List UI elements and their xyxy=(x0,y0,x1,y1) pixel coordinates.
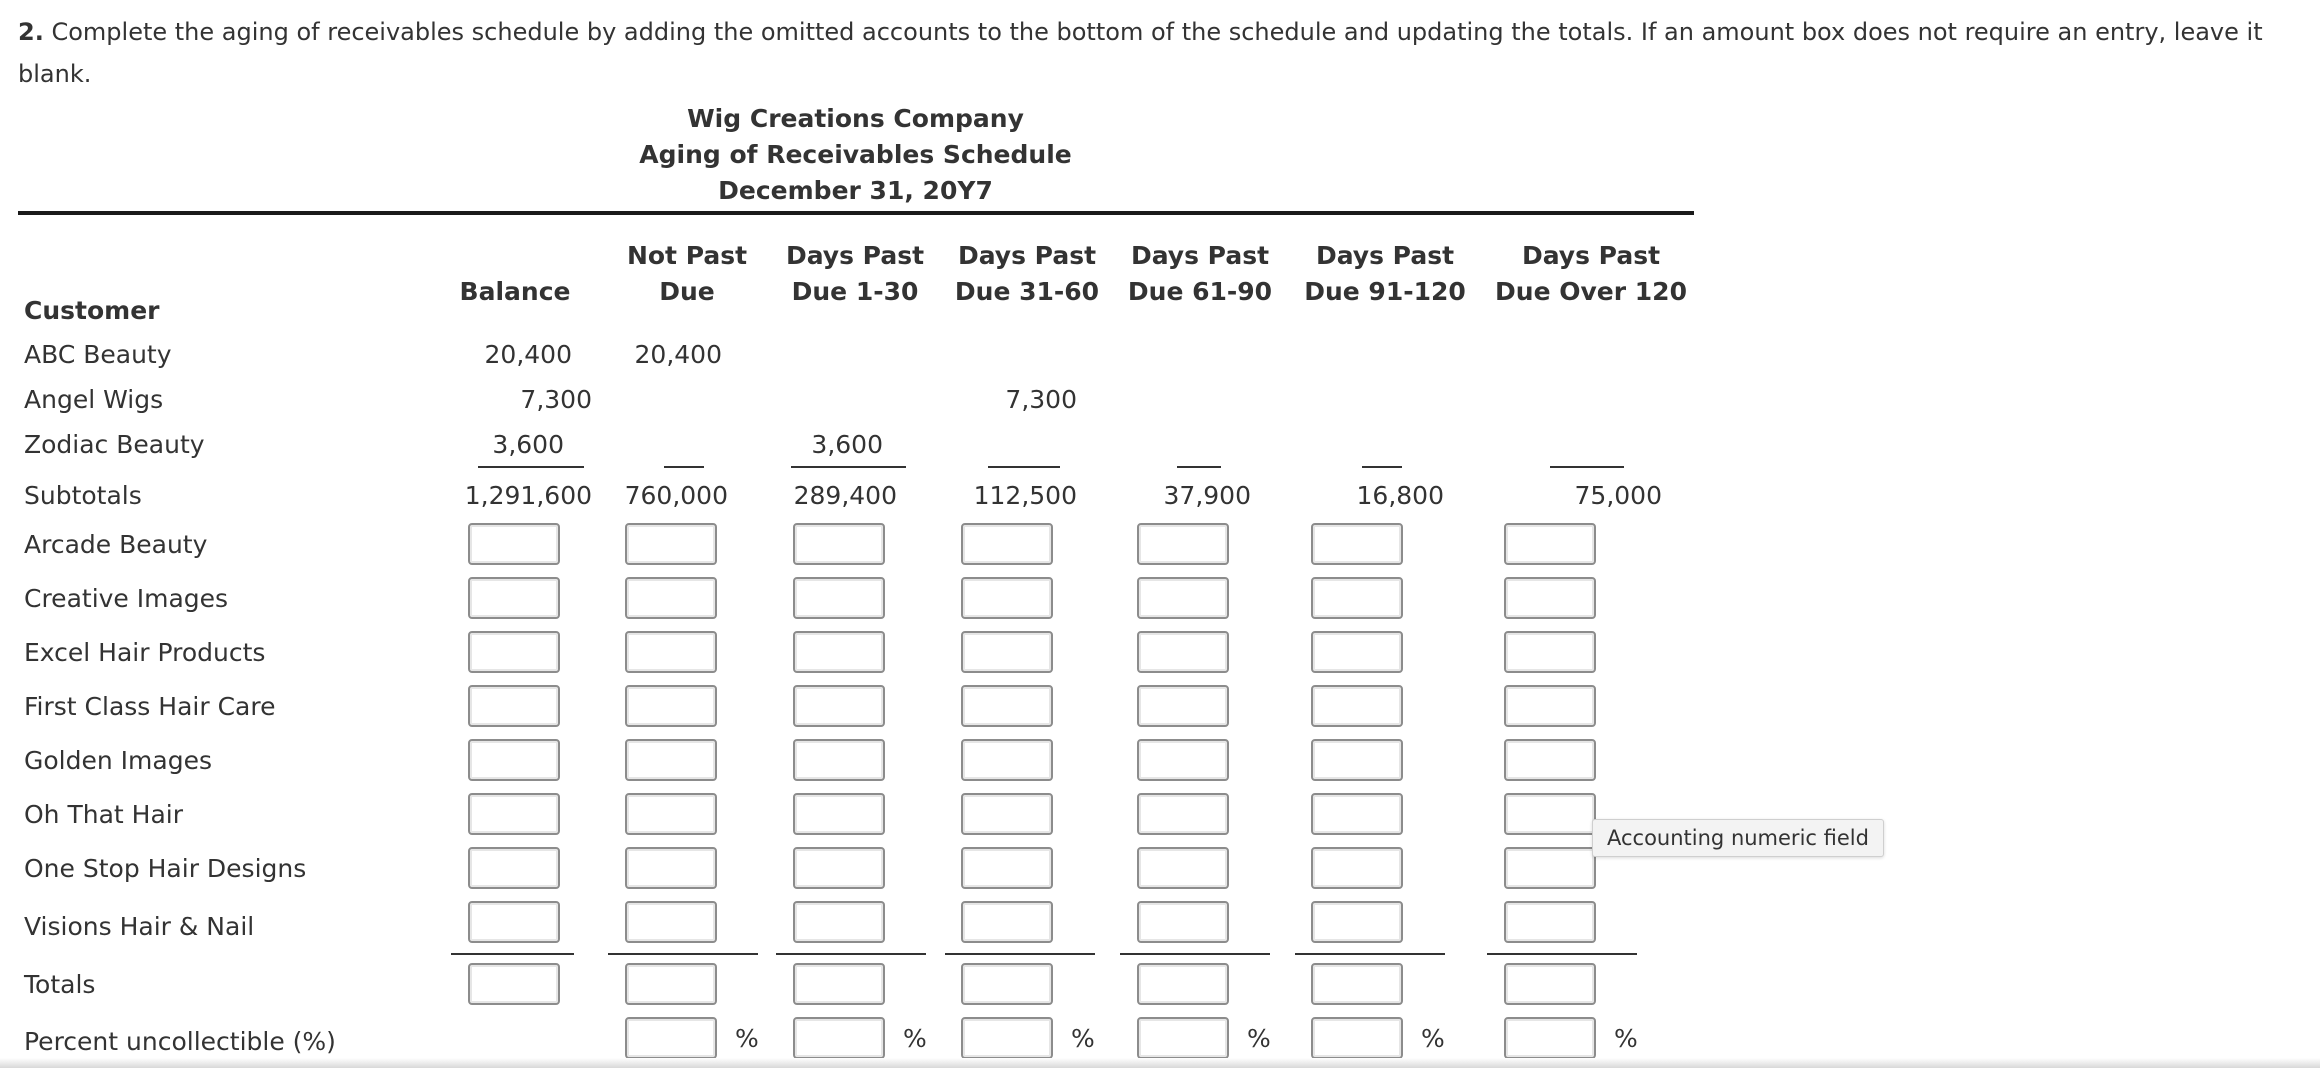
subtotals-label: Subtotals xyxy=(24,481,142,510)
subtotal-days-1-30: 289,400 xyxy=(793,481,897,510)
total-days-over-120-input[interactable] xyxy=(1504,963,1596,1005)
days-31-60-value: 7,300 xyxy=(1005,385,1077,414)
totals-rule xyxy=(608,953,758,955)
balance-input[interactable] xyxy=(468,685,560,727)
question-number: 2. xyxy=(18,18,44,46)
balance-input[interactable] xyxy=(468,739,560,781)
col-header-days-over-120: Days Past Due Over 120 xyxy=(1495,241,1687,306)
page-bottom-edge xyxy=(0,1058,2320,1068)
days-1-30-value: 3,600 xyxy=(811,430,883,459)
percent-symbol: % xyxy=(735,1024,759,1053)
customer-name: First Class Hair Care xyxy=(24,692,276,721)
subtotal-not-past-due: 760,000 xyxy=(624,481,728,510)
days-1-30-input[interactable] xyxy=(793,847,885,889)
subtotal-underline xyxy=(1362,466,1402,468)
totals-rule xyxy=(776,953,926,955)
days-61-90-input[interactable] xyxy=(1137,577,1229,619)
totals-rule xyxy=(1295,953,1445,955)
days-91-120-input[interactable] xyxy=(1311,847,1403,889)
days-over-120-input[interactable] xyxy=(1504,793,1596,835)
days-1-30-input[interactable] xyxy=(793,793,885,835)
percent-symbol: % xyxy=(1247,1024,1271,1053)
days-31-60-input[interactable] xyxy=(961,523,1053,565)
col-header-days-1-30: Days Past Due 1-30 xyxy=(785,241,925,306)
percent-days-61-90-input[interactable] xyxy=(1137,1017,1229,1059)
balance-input[interactable] xyxy=(468,793,560,835)
balance-input[interactable] xyxy=(468,631,560,673)
totals-rule xyxy=(945,953,1095,955)
days-31-60-input[interactable] xyxy=(961,685,1053,727)
days-31-60-input[interactable] xyxy=(961,793,1053,835)
total-days-31-60-input[interactable] xyxy=(961,963,1053,1005)
days-91-120-input[interactable] xyxy=(1311,631,1403,673)
subtotal-balance: 1,291,600 xyxy=(464,481,592,510)
balance-input[interactable] xyxy=(468,577,560,619)
percent-symbol: % xyxy=(1071,1024,1095,1053)
days-61-90-input[interactable] xyxy=(1137,847,1229,889)
customer-name: Visions Hair & Nail xyxy=(24,912,255,941)
days-over-120-input[interactable] xyxy=(1504,685,1596,727)
totals-label: Totals xyxy=(24,970,96,999)
days-91-120-input[interactable] xyxy=(1311,901,1403,943)
days-1-30-input[interactable] xyxy=(793,685,885,727)
customer-name: Golden Images xyxy=(24,746,212,775)
subtotal-underline xyxy=(478,466,584,468)
col-header-days-31-60: Days Past Due 31-60 xyxy=(954,241,1100,306)
days-61-90-input[interactable] xyxy=(1137,739,1229,781)
customer-name: Zodiac Beauty xyxy=(24,430,205,459)
question-text: Complete the aging of receivables schedule by adding the omitted accounts to the bottom of the schedule and updating the totals. If an amount box does not require an entry, leave it blank. xyxy=(18,18,2263,88)
customer-name: Creative Images xyxy=(24,584,229,613)
percent-symbol: % xyxy=(1421,1024,1445,1053)
percent-days-1-30-input[interactable] xyxy=(793,1017,885,1059)
subtotal-underline xyxy=(1550,466,1624,468)
days-1-30-input[interactable] xyxy=(793,523,885,565)
percent-symbol: % xyxy=(1614,1024,1638,1053)
days-over-120-input[interactable] xyxy=(1504,739,1596,781)
days-over-120-input[interactable] xyxy=(1504,577,1596,619)
days-91-120-input[interactable] xyxy=(1311,739,1403,781)
days-over-120-input[interactable] xyxy=(1504,631,1596,673)
balance-value: 20,400 xyxy=(484,340,572,369)
customer-name: Arcade Beauty xyxy=(24,530,208,559)
days-61-90-input[interactable] xyxy=(1137,901,1229,943)
not-past-due-input[interactable] xyxy=(625,577,717,619)
days-91-120-input[interactable] xyxy=(1311,793,1403,835)
days-61-90-input[interactable] xyxy=(1137,523,1229,565)
percent-symbol: % xyxy=(903,1024,927,1053)
days-61-90-input[interactable] xyxy=(1137,631,1229,673)
subtotal-days-91-120: 16,800 xyxy=(1356,481,1444,510)
days-31-60-input[interactable] xyxy=(961,739,1053,781)
schedule-title: Aging of Receivables Schedule xyxy=(639,140,1072,169)
percent-uncollectible-label: Percent uncollectible (%) xyxy=(24,1027,336,1056)
total-balance-input[interactable] xyxy=(468,963,560,1005)
col-header-days-91-120: Days Past Due 91-120 xyxy=(1304,241,1466,306)
days-91-120-input[interactable] xyxy=(1311,577,1403,619)
not-past-due-input[interactable] xyxy=(625,523,717,565)
percent-not-past-due-input[interactable] xyxy=(625,1017,717,1059)
company-name: Wig Creations Company xyxy=(687,104,1024,133)
days-over-120-input[interactable] xyxy=(1504,847,1596,889)
col-header-customer: Customer xyxy=(24,296,160,325)
days-1-30-input[interactable] xyxy=(793,739,885,781)
days-31-60-input[interactable] xyxy=(961,631,1053,673)
subtotal-days-31-60: 112,500 xyxy=(973,481,1077,510)
customer-name: Angel Wigs xyxy=(24,385,164,414)
customer-name: Excel Hair Products xyxy=(24,638,266,667)
total-not-past-due-input[interactable] xyxy=(625,963,717,1005)
balance-value: 7,300 xyxy=(520,385,592,414)
totals-rule xyxy=(1487,953,1637,955)
percent-days-31-60-input[interactable] xyxy=(961,1017,1053,1059)
balance-input[interactable] xyxy=(468,847,560,889)
subtotal-days-61-90: 37,900 xyxy=(1163,481,1251,510)
days-over-120-input[interactable] xyxy=(1504,523,1596,565)
days-31-60-input[interactable] xyxy=(961,847,1053,889)
header-rule xyxy=(18,211,1694,215)
percent-days-over-120-input[interactable] xyxy=(1504,1017,1596,1059)
days-1-30-input[interactable] xyxy=(793,901,885,943)
total-days-61-90-input[interactable] xyxy=(1137,963,1229,1005)
col-header-days-61-90: Days Past Due 61-90 xyxy=(1127,241,1273,306)
days-91-120-input[interactable] xyxy=(1311,523,1403,565)
not-past-due-input[interactable] xyxy=(625,685,717,727)
subtotal-underline xyxy=(988,466,1060,468)
col-header-balance: Balance xyxy=(459,277,571,306)
field-tooltip: Accounting numeric field xyxy=(1592,819,1884,857)
not-past-due-input[interactable] xyxy=(625,901,717,943)
percent-days-91-120-input[interactable] xyxy=(1311,1017,1403,1059)
instruction-text xyxy=(18,11,2308,95)
not-past-due-input[interactable] xyxy=(625,739,717,781)
days-61-90-input[interactable] xyxy=(1137,793,1229,835)
not-past-due-input[interactable] xyxy=(625,631,717,673)
total-days-91-120-input[interactable] xyxy=(1311,963,1403,1005)
days-over-120-input[interactable] xyxy=(1504,901,1596,943)
schedule-date: December 31, 20Y7 xyxy=(718,176,993,205)
customer-name: Oh That Hair xyxy=(24,800,183,829)
days-31-60-input[interactable] xyxy=(961,577,1053,619)
balance-value: 3,600 xyxy=(492,430,564,459)
customer-name: ABC Beauty xyxy=(24,340,172,369)
balance-input[interactable] xyxy=(468,523,560,565)
balance-input[interactable] xyxy=(468,901,560,943)
subtotal-days-over-120: 75,000 xyxy=(1574,481,1662,510)
not-past-due-value: 20,400 xyxy=(634,340,722,369)
not-past-due-input[interactable] xyxy=(625,793,717,835)
totals-rule xyxy=(1120,953,1270,955)
days-91-120-input[interactable] xyxy=(1311,685,1403,727)
subtotal-underline xyxy=(791,466,906,468)
col-header-not-past-due: Not Past Due xyxy=(626,241,748,306)
not-past-due-input[interactable] xyxy=(625,847,717,889)
total-days-1-30-input[interactable] xyxy=(793,963,885,1005)
subtotal-underline xyxy=(664,466,704,468)
days-1-30-input[interactable] xyxy=(793,577,885,619)
days-31-60-input[interactable] xyxy=(961,901,1053,943)
days-61-90-input[interactable] xyxy=(1137,685,1229,727)
totals-rule xyxy=(451,953,574,955)
subtotal-underline xyxy=(1177,466,1221,468)
customer-name: One Stop Hair Designs xyxy=(24,854,307,883)
days-1-30-input[interactable] xyxy=(793,631,885,673)
